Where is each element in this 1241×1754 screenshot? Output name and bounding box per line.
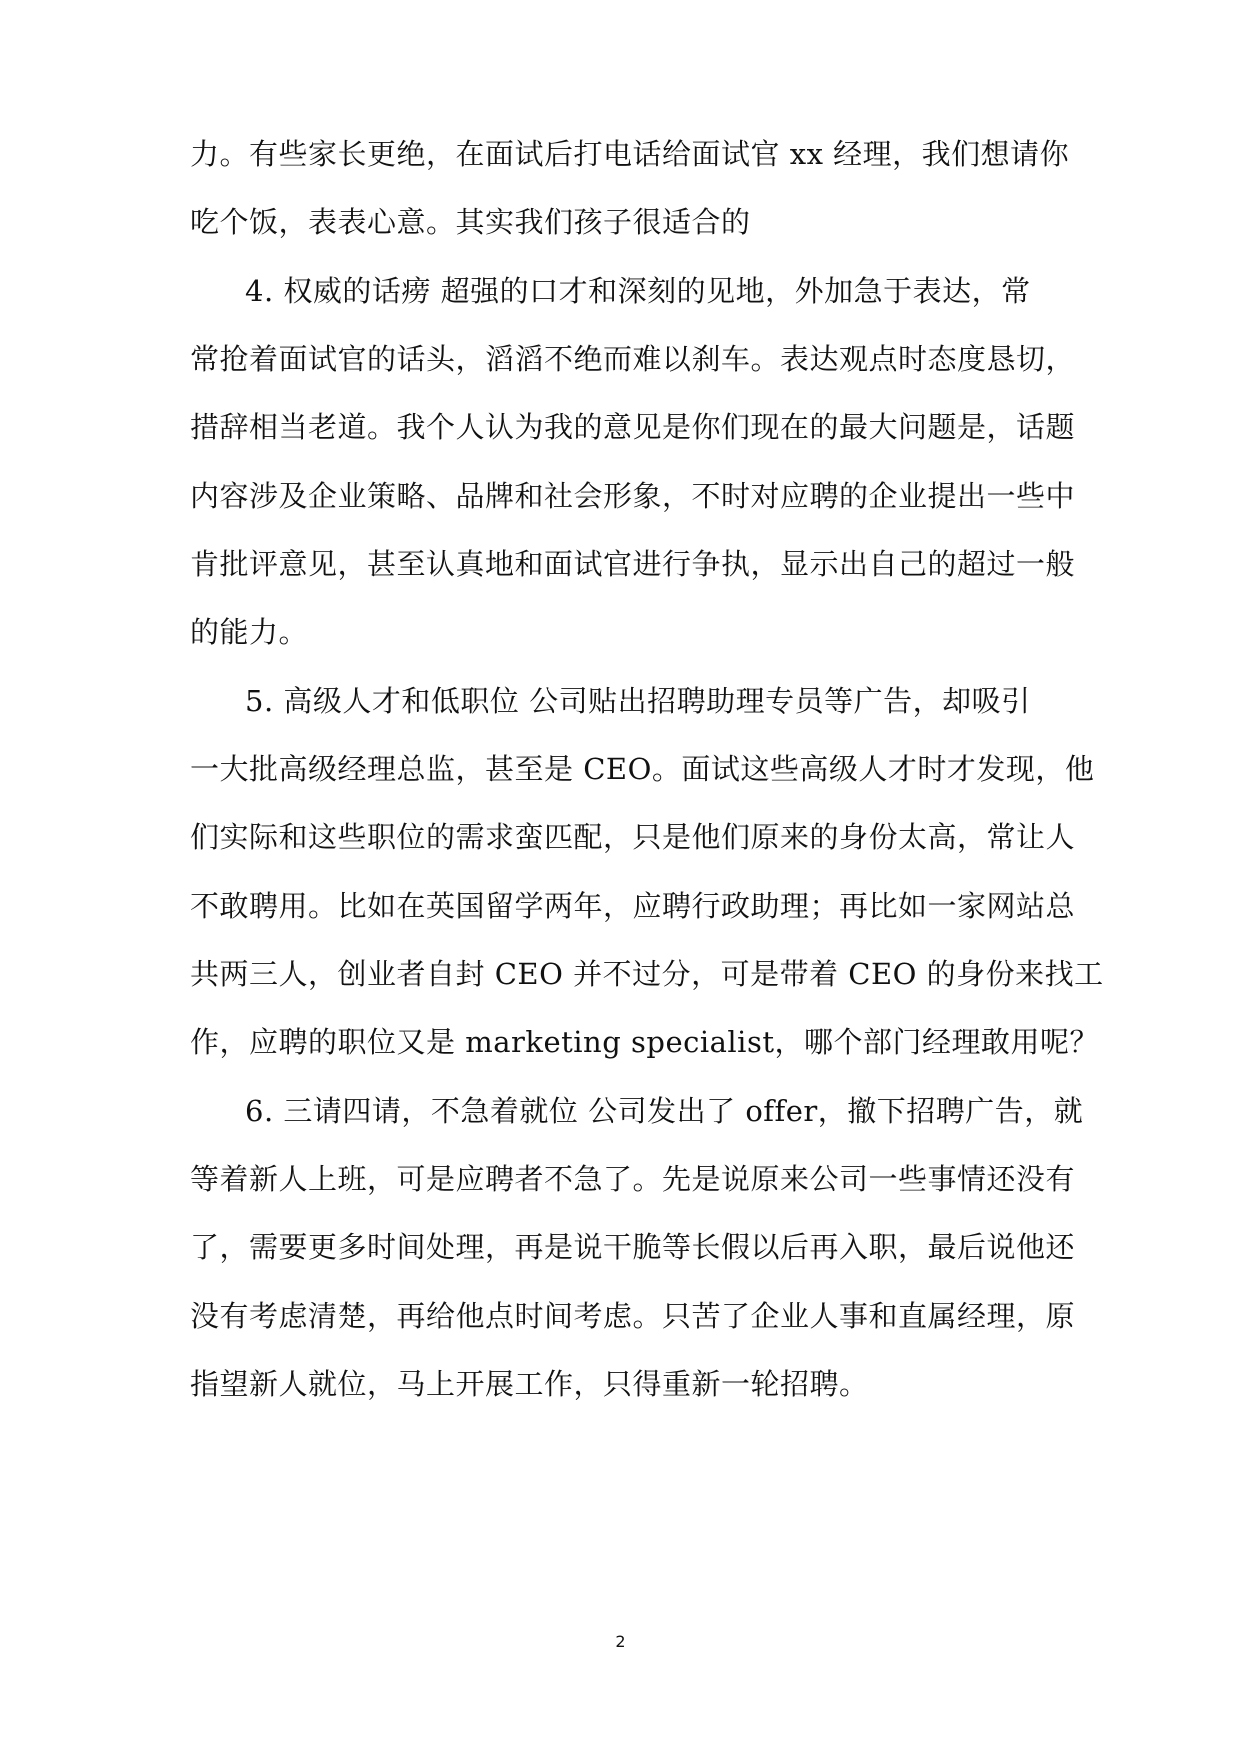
page-number: 2 (615, 1632, 626, 1651)
text-line-5: 措辞相当老道。我个人认为我的意见是你们现在的最大问题是，话题 (190, 410, 1076, 444)
text-line-8: 的能力。 (190, 615, 309, 649)
text-line-18: 没有考虑清楚，再给他点时间考虑。只苦了企业人事和直属经理，原 (190, 1299, 1076, 1333)
text-line-17: 了，需要更多时间处理，再是说干脆等长假以后再入职，最后说他还 (190, 1230, 1076, 1264)
text-line-10: 一大批高级经理总监，甚至是 CEO。面试这些高级人才时才发现，他 (190, 752, 1095, 786)
list-item-5-heading: 5. 高级人才和低职位 公司贴出招聘助理专员等广告，却吸引 (245, 684, 1031, 718)
text-line-4: 常抢着面试官的话头，滔滔不绝而难以刹车。表达观点时态度恳切， (190, 342, 1076, 376)
text-line-11: 们实际和这些职位的需求蛮匹配，只是他们原来的身份太高，常让人 (190, 820, 1076, 854)
list-item-4-heading: 4. 权威的话痨 超强的口才和深刻的见地，外加急于表达，常 (245, 274, 1031, 308)
text-line-7: 肯批评意见，甚至认真地和面试官进行争执，显示出自己的超过一般 (190, 547, 1076, 581)
list-item-6-heading: 6. 三请四请，不急着就位 公司发出了 offer，撤下招聘广告，就 (245, 1094, 1084, 1128)
text-line-12: 不敢聘用。比如在英国留学两年，应聘行政助理；再比如一家网站总 (190, 889, 1076, 923)
text-line-19: 指望新人就位，马上开展工作，只得重新一轮招聘。 (190, 1367, 869, 1401)
text-line-1: 力。有些家长更绝，在面试后打电话给面试官 xx 经理，我们想请你 (190, 137, 1070, 171)
text-line-2: 吃个饭，表表心意。其实我们孩子很适合的 (190, 205, 751, 239)
text-line-6: 内容涉及企业策略、品牌和社会形象，不时对应聘的企业提出一些中 (190, 479, 1076, 513)
text-line-14: 作，应聘的职位又是 marketing specialist，哪个部门经理敢用呢？ (190, 1025, 1099, 1059)
text-line-13: 共两三人，创业者自封 CEO 并不过分，可是带着 CEO 的身份来找工 (190, 957, 1104, 991)
text-line-16: 等着新人上班，可是应聘者不急了。先是说原来公司一些事情还没有 (190, 1162, 1076, 1196)
